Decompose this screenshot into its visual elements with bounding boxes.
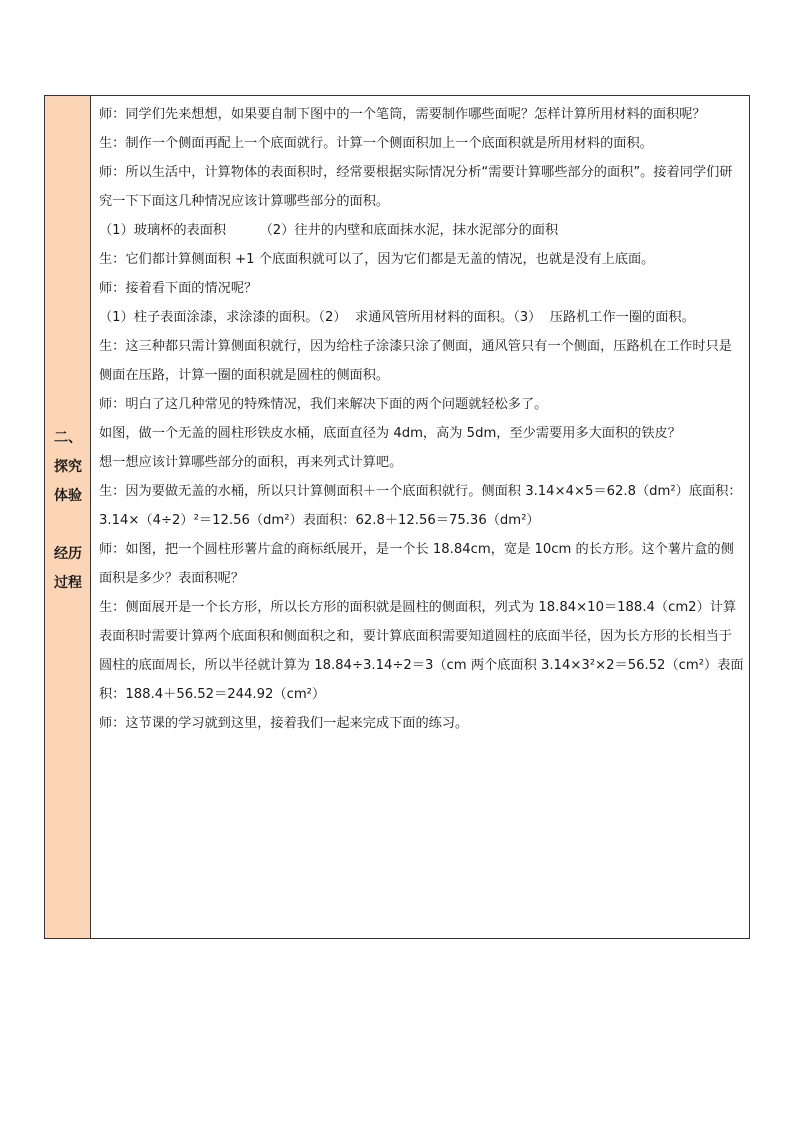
paragraph-3: 师：所以生活中，计算物体的表面积时，经常要根据实际情况分析“需要计算哪些部分的面积”。接着同学们研究一下下面这几种情况应该计算哪些部分的面积。 [99,165,733,209]
paragraph-9: 师：明白了这几种常见的特殊情况，我们来解决下面的两个问题就轻松多了。 [99,397,548,412]
paragraph-11: 想一想应该计算哪些部分的面积，再来列式计算吧。 [99,455,403,470]
paragraph-15: 师：这节课的学习就到这里，接着我们一起来完成下面的练习。 [99,716,469,731]
paragraph-7: （1）柱子表面涂漆，求涂漆的面积。（2） 求通风管所用材料的面积。（3） 压路机工作一圈的面积。 [99,310,695,325]
stage-label [45,424,91,598]
paragraph-13: 师：如图，把一个圆柱形薯片盒的商标纸展开，是一个长 18.84cm，宽是 10cm 的长方形。这个薯片盒的侧面积是多少？表面积呢？ [99,542,734,586]
lesson-plan-table [44,95,750,939]
paragraph-10: 如图，做一个无盖的圆柱形铁皮水桶，底面直径为 4dm，高为 5dm，至少需要用多大面积的铁皮？ [99,426,681,441]
content-cell [91,96,749,938]
paragraph-5: 生：它们都计算侧面积 +1 个底面积就可以了，因为它们都是无盖的情况，也就是没有上底面。 [99,252,655,267]
stage-label-cell [45,96,91,938]
paragraph-8: 生：这三种都只需计算侧面积就行，因为给柱子涂漆只涂了侧面，通风管只有一个侧面，压路机在工作时只是侧面在压路，计算一圈的面积就是圆柱的侧面积。 [99,339,732,383]
stage-label-line-3: 体验 [54,488,82,504]
paragraph-4: （1）玻璃杯的表面积 （2）往井的内壁和底面抹水泥，抹水泥部分的面积 [99,223,559,238]
stage-label-line-2: 探究 [54,459,82,475]
stage-label-line-1: 二、 [54,430,82,446]
stage-label-line-6: 过程 [54,575,82,591]
stage-label-line-5: 经历 [54,546,82,562]
paragraph-2: 生：制作一个侧面再配上一个底面就行。计算一个侧面积加上一个底面积就是所用材料的面积。 [99,136,653,151]
paragraph-12: 生：因为要做无盖的水桶，所以只计算侧面积＋一个底面积就行。侧面积 3.14×4×5＝62.8（dm²）底面积：3.14×（4÷2）²＝12.56（dm²）表面积：62.8＋12.56＝75.36（dm²） [99,484,742,528]
paragraph-6: 师：接着看下面的情况呢？ [99,281,258,296]
paragraph-1: 师：同学们先来想想，如果要自制下图中的一个笔筒，需要制作哪些面呢？怎样计算所用材料的面积呢？ [99,107,706,122]
stage-label-gap [45,511,91,540]
paragraph-14: 生：侧面展开是一个长方形，所以长方形的面积就是圆柱的侧面积，列式为 18.84×10＝188.4（cm2）计算表面积时需要计算两个底面积和侧面积之和，要计算底面积需要知道圆柱的底面半径，因为长方形的长相当于圆柱的底面周长，所以半径就计算为 18.84÷3.14÷2＝3（cm 两个底面积 3.14×3²×2＝56.52（cm²）表面积：188.4＋56.52＝244.92（cm²） [99,600,744,702]
